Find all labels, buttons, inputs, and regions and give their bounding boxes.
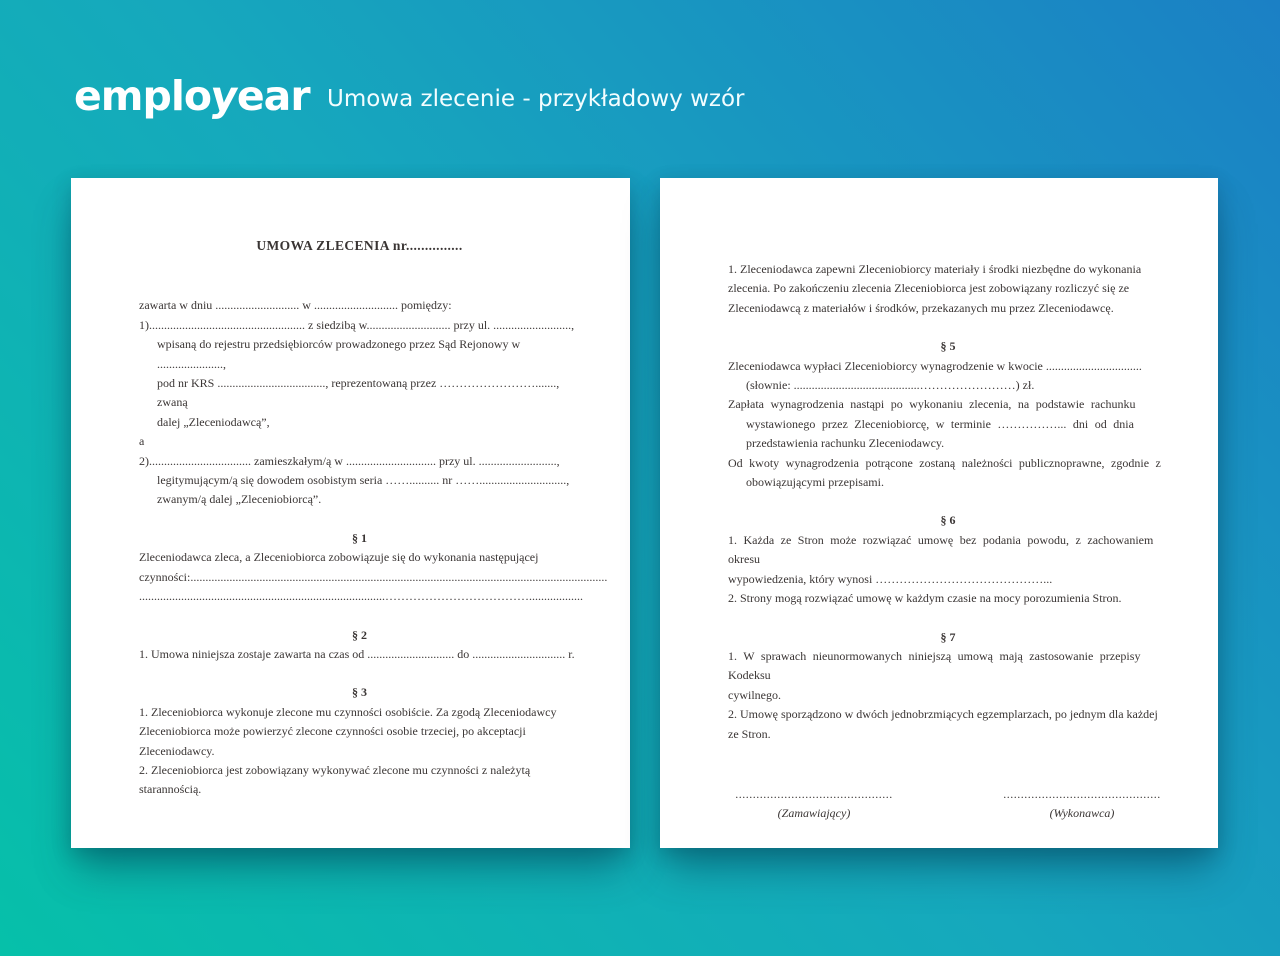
- contract-line: 1. Umowa niniejsza zostaje zawarta na czas od ............................. do ............................... r.: [139, 646, 575, 661]
- contract-line: 2. Umowę sporządzono w dwóch jednobrzmiących egzemplarzach, po jednym dla każdej: [728, 707, 1158, 722]
- contract-line: zlecenia. Po zakończeniu zlecenia Zleceniobiorca jest zobowiązany rozliczyć się ze: [728, 281, 1130, 296]
- section-header-3: § 3: [352, 685, 367, 700]
- section-header-2: § 2: [352, 627, 367, 642]
- contract-line: wystawionego przez Zleceniobiorcę, w terminie ……………... dni od dnia: [746, 416, 1134, 431]
- contract-line: wpisaną do rejestru przedsiębiorców prowadzonego przez Sąd Rejonowy w ......................,: [157, 337, 521, 371]
- contract-line: zwanym/ą dalej „Zleceniobiorcą”.: [157, 492, 322, 507]
- contract-line: 1).................................................... z siedzibą w............................ przy ul. ..........................,: [139, 317, 575, 332]
- contract-line: Zleceniodawca zleca, a Zleceniobiorca zobowiązuje się do wykonania następującej: [139, 550, 539, 565]
- contract-line: przedstawienia rachunku Zleceniodawcy.: [746, 436, 945, 451]
- contract-line: (słownie: ..........................................……………………) zł.: [746, 378, 1035, 393]
- contract-line: czynności:...........................................................................................................................................: [139, 569, 608, 584]
- contract-line: 1. Każda ze Stron może rozwiązać umowę bez podania powodu, z zachowaniem okresu: [728, 532, 1154, 567]
- contract-line: cywilnego.: [728, 687, 781, 702]
- contract-line: wypowiedzenia, który wynosi ……………………………………...: [728, 571, 1053, 586]
- section-header-6: § 6: [940, 513, 956, 528]
- contract-line: Zleceniodawca wypłaci Zleceniobiorcy wynagrodzenie w kwocie ................................: [728, 358, 1142, 373]
- contract-line: ..................................................................................………………………………..................: [139, 589, 583, 604]
- contract-line: 2. Strony mogą rozwiązać umowę w każdym czasie na mocy porozumienia Stron.: [728, 591, 1122, 606]
- contract-line: 1. Zleceniobiorca wykonuje zlecone mu czynności osobiście. Za zgodą Zleceniodawcy: [139, 704, 557, 719]
- document-page-2: [660, 178, 1218, 848]
- signature-label-left: (Zamawiający): [777, 806, 851, 821]
- signature-label-right: (Wykonawca): [1049, 806, 1115, 821]
- section-header-7: § 7: [940, 629, 956, 644]
- contract-line: Zleceniodawcą z materiałów i środków, przekazanych mu przez Zleceniodawcę.: [728, 300, 1114, 315]
- section-header-5: § 5: [940, 339, 956, 354]
- contract-line: legitymującym/ą się dowodem osobistym seria …….......... nr …….............................,: [157, 473, 570, 488]
- contract-line: Zapłata wynagrodzenia nastąpi po wykonaniu zlecenia, na podstawie rachunku: [728, 397, 1136, 412]
- document-page-1: [71, 178, 630, 848]
- logo-text-pre: emplo: [74, 72, 212, 120]
- contract-line: 1. W sprawach nieunormowanych niniejszą umową mają zastosowanie przepisy Kodeksu: [728, 648, 1141, 683]
- header: [0, 0, 1280, 160]
- contract-title: UMOWA ZLECENIA nr...............: [256, 238, 463, 253]
- contract-line: starannością.: [139, 782, 202, 797]
- signature-right: [996, 785, 1168, 824]
- contract-line: dalej „Zleceniodawcą”,: [157, 414, 270, 429]
- contract-line: a: [139, 434, 145, 449]
- contract-line: 1. Zleceniodawca zapewni Zleceniobiorcy materiały i środki niezbędne do wykonania: [728, 262, 1142, 276]
- signature-left: [728, 785, 900, 824]
- logo-text-y: y: [207, 72, 241, 120]
- contract-line: zawarta w dniu ............................ w ............................ pomiędzy:: [139, 298, 452, 313]
- contract-line: 2. Zleceniobiorca jest zobowiązany wykonywać zlecone mu czynności z należytą: [139, 762, 531, 777]
- logo-text-post: ear: [236, 72, 310, 120]
- signature-line-right: .............................................: [1003, 786, 1161, 801]
- contract-line: pod nr KRS ...................................., reprezentowaną przez ……………………......., zwaną: [157, 376, 560, 410]
- signature-block: [728, 785, 1168, 824]
- contract-line: Zleceniodawcy.: [139, 743, 215, 758]
- contract-line: 2).................................. zamieszkałym/ą w .............................. przy ul. ..........................,: [139, 453, 560, 468]
- signature-line-left: .............................................: [735, 786, 893, 801]
- contract-line: Zleceniobiorca może powierzyć zlecone czynności osobie trzeciej, po akceptacji: [139, 724, 526, 739]
- contract-line: Od kwoty wynagrodzenia potrącone zostaną należności publicznoprawne, zgodnie z: [728, 455, 1161, 470]
- employear-logo: [74, 72, 310, 120]
- page-title: Umowa zlecenie - przykładowy wzór: [327, 86, 745, 112]
- contract-line: ze Stron.: [728, 726, 771, 741]
- contract-line: obowiązującymi przepisami.: [746, 475, 884, 490]
- section-header-1: § 1: [352, 530, 367, 545]
